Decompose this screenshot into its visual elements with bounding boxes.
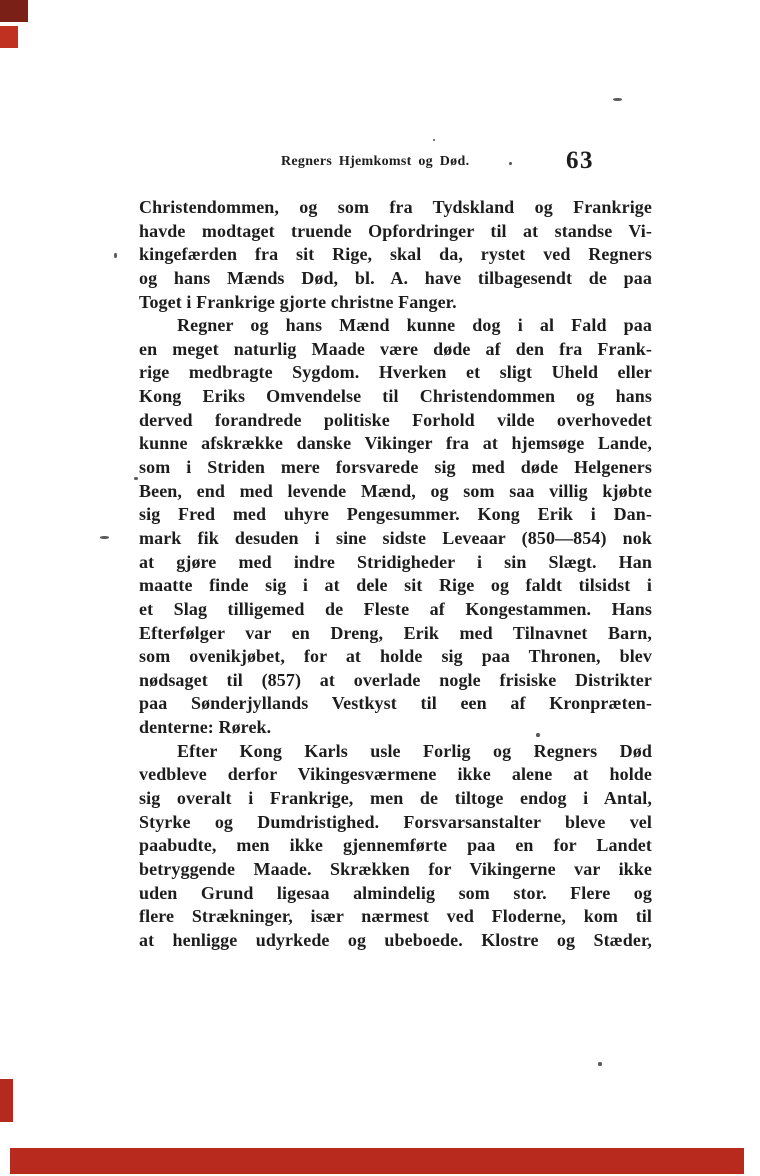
- text-line: mark fik desuden i sine sidste Leveaar (850—854) nok: [139, 527, 652, 548]
- text-line: kingefærden fra sit Rige, skal da, rystet ved Regners: [139, 244, 652, 265]
- text-line: denterne: Rørek.: [139, 717, 272, 738]
- text-line: at gjøre med indre Stridigheder i sin Slægt. Han: [139, 551, 652, 572]
- text-line: maatte finde sig i at dele sit Rige og faldt tilsidst i: [139, 575, 652, 596]
- text-line: sig Fred med uhyre Pengesummer. Kong Erik i Dan-: [139, 504, 652, 525]
- book-edge-bottom-left: [0, 1079, 13, 1122]
- text-line: paa Sønderjyllands Vestkyst til een af Kronpræten-: [139, 693, 652, 714]
- text-line: Regner og hans Mænd kunne dog i al Fald paa: [177, 315, 652, 336]
- ink-speck: [613, 98, 622, 101]
- text-line: Christendommen, og som fra Tydskland og Frankrige: [139, 197, 652, 217]
- text-line: en meget naturlig Maade være døde af den fra Frank-: [139, 338, 652, 359]
- running-header-title: Regners Hjemkomst og Død.: [281, 154, 470, 169]
- text-line: betryggende Maade. Skrækken for Vikingerne var ikke: [139, 858, 652, 879]
- text-line: paabudte, men ikke gjennemførte paa en for Landet: [139, 835, 652, 856]
- text-line: rige medbragte Sygdom. Hverken et sligt Uheld eller: [139, 362, 652, 383]
- text-line: Efterfølger var en Dreng, Erik med Tilnavnet Barn,: [139, 622, 652, 643]
- text-line: derved forandrede politiske Forhold vilde overhovedet: [139, 409, 652, 430]
- body-text: [139, 196, 652, 953]
- text-line: Been, end med levende Mænd, og som saa villig kjøbte: [139, 480, 652, 501]
- text-line: Toget i Frankrige gjorte christne Fanger.: [139, 291, 457, 312]
- text-line: vedbleve derfor Vikingesværmene ikke alene at holde: [139, 764, 652, 785]
- text-line: og hans Mænds Død, bl. A. have tilbagesendt de paa: [139, 267, 652, 288]
- ink-speck: [433, 139, 435, 141]
- text-line: uden Grund ligesaa almindelig som stor. Flere og: [139, 882, 652, 903]
- ink-speck: [100, 536, 109, 539]
- text-line: havde modtaget truende Opfordringer til at standse Vi-: [139, 220, 652, 241]
- ink-speck: [598, 1062, 602, 1066]
- ink-speck: [536, 733, 540, 737]
- book-edge-top-left: [0, 26, 18, 48]
- text-line: nødsaget til (857) at overlade nogle frisiske Distrikter: [139, 669, 652, 690]
- text-line: flere Strækninger, især nærmest ved Floderne, kom til: [139, 906, 652, 927]
- text-line: kunne afskrække danske Vikinger fra at hjemsøge Lande,: [139, 433, 652, 454]
- text-line: som ovenikjøbet, for at holde sig paa Thronen, blev: [139, 646, 652, 667]
- text-line: et Slag tilligemed de Fleste af Kongestammen. Hans: [139, 598, 652, 619]
- text-line: at henligge udyrkede og ubeboede. Klostre og Stæder,: [139, 929, 652, 950]
- text-line: som i Striden mere forsvarede sig med døde Helgeners: [139, 457, 652, 478]
- ink-speck: [509, 162, 512, 165]
- text-line: Kong Eriks Omvendelse til Christendommen og hans: [139, 386, 652, 407]
- ink-speck: [134, 477, 138, 480]
- text-line: Styrke og Dumdristighed. Forsvarsanstalter bleve vel: [139, 811, 652, 832]
- text-line: sig overalt i Frankrige, men de tiltoge endog i Antal,: [139, 788, 652, 809]
- ink-speck: [114, 253, 117, 258]
- book-edge-bottom-bar: [10, 1148, 744, 1174]
- book-edge-top-corner: [0, 0, 28, 22]
- text-line: Efter Kong Karls usle Forlig og Regners Død: [177, 740, 652, 761]
- page-number: 63: [566, 147, 594, 174]
